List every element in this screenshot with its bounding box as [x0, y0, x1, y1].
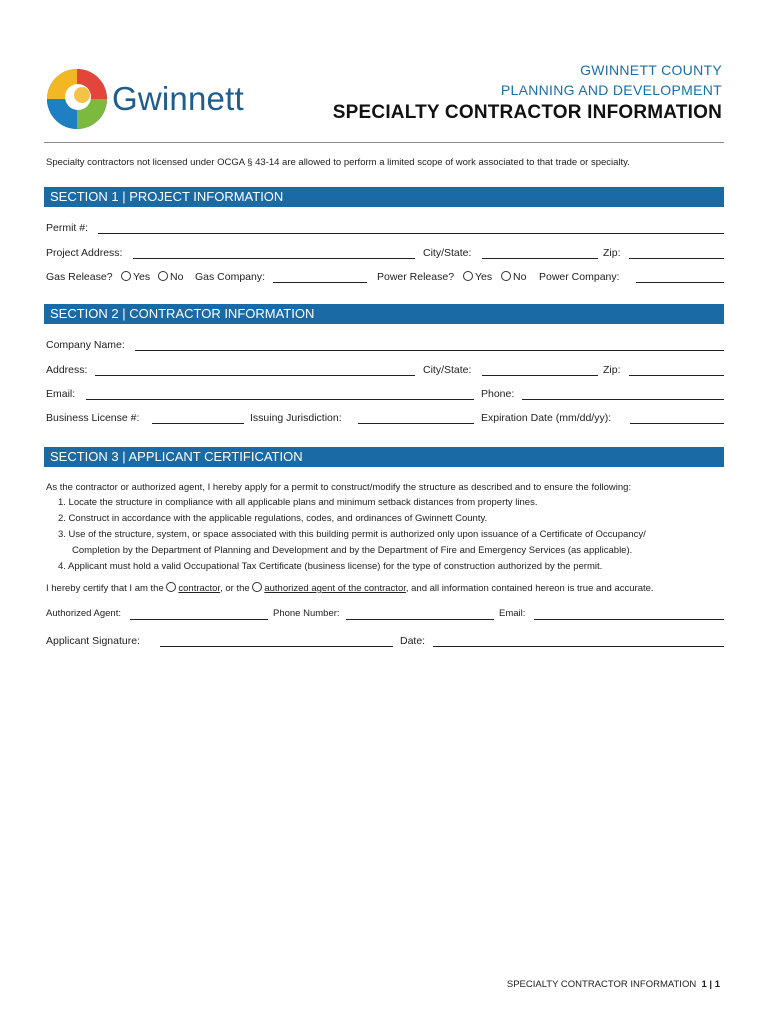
- expiration-date-field[interactable]: [630, 423, 724, 424]
- gas-release-no-option[interactable]: [158, 271, 183, 283]
- no-label: No: [170, 271, 184, 283]
- agent-email-label: Email:: [499, 608, 526, 619]
- certification-item-continuation: Completion by the Department of Planning and Development and by the Department of Fire and Emergency Services (as applicable).: [72, 545, 633, 556]
- applicant-signature-field[interactable]: [160, 646, 393, 647]
- authorized-agent-radio-icon[interactable]: [252, 582, 262, 592]
- radio-icon[interactable]: [158, 271, 168, 281]
- contractor-zip-label: Zip:: [603, 364, 621, 376]
- authorized-agent-label: Authorized Agent:: [46, 608, 121, 619]
- expiration-date-label: Expiration Date (mm/dd/yy):: [481, 412, 612, 424]
- authorized-agent-option-label[interactable]: authorized agent of the contractor: [264, 583, 406, 594]
- date-field[interactable]: [433, 646, 724, 647]
- agent-phone-label: Phone Number:: [273, 608, 340, 619]
- certify-prefix: I hereby certify that I am the: [46, 583, 164, 594]
- power-release-label: Power Release?: [377, 271, 455, 283]
- section1-header: SECTION 1 | PROJECT INFORMATION: [44, 187, 724, 207]
- certification-item: 3. Use of the structure, system, or space associated with this building permit is authorized only upon issuance of a Certificate of Occupancy/: [58, 529, 646, 540]
- section2-header: SECTION 2 | CONTRACTOR INFORMATION: [44, 304, 724, 324]
- project-city-state-field[interactable]: [482, 258, 598, 259]
- certify-suffix: , and all information contained hereon is true and accurate.: [405, 583, 654, 594]
- applicant-signature-label: Applicant Signature:: [46, 635, 140, 647]
- issuing-jurisdiction-field[interactable]: [358, 423, 474, 424]
- radio-icon[interactable]: [501, 271, 511, 281]
- logo-wordmark: Gwinnett: [112, 80, 244, 117]
- agent-phone-field[interactable]: [346, 619, 494, 620]
- project-address-field[interactable]: [133, 258, 415, 259]
- contractor-city-state-field[interactable]: [482, 375, 598, 376]
- date-label: Date:: [400, 635, 426, 647]
- contractor-address-field[interactable]: [95, 375, 415, 376]
- certification-intro: As the contractor or authorized agent, I hereby apply for a permit to construct/modify the structure as described and to ensure the following:: [46, 482, 632, 493]
- power-company-label: Power Company:: [539, 271, 620, 283]
- no-label: No: [513, 271, 527, 283]
- radio-icon[interactable]: [463, 271, 473, 281]
- authorized-agent-field[interactable]: [130, 619, 268, 620]
- permit-label: Permit #:: [46, 222, 89, 234]
- contractor-address-label: Address:: [46, 364, 88, 376]
- gwinnett-logo-icon: [46, 68, 108, 130]
- project-zip-field[interactable]: [629, 258, 724, 259]
- gas-release-label: Gas Release?: [46, 271, 113, 283]
- header-county: GWINNETT COUNTY: [580, 62, 722, 78]
- certify-statement: [46, 582, 654, 594]
- contractor-city-state-label: City/State:: [423, 364, 472, 376]
- certification-item: 1. Locate the structure in compliance with all applicable plans and minimum setback distances from property lines.: [58, 497, 538, 508]
- gas-company-label: Gas Company:: [195, 271, 266, 283]
- page-title: SPECIALTY CONTRACTOR INFORMATION: [332, 102, 722, 123]
- power-company-field[interactable]: [636, 282, 724, 283]
- agent-email-field[interactable]: [534, 619, 724, 620]
- business-license-label: Business License #:: [46, 412, 140, 424]
- company-name-field[interactable]: [135, 350, 724, 351]
- project-zip-label: Zip:: [603, 247, 621, 259]
- business-license-field[interactable]: [152, 423, 244, 424]
- gas-release-yes-option[interactable]: [121, 271, 150, 283]
- intro-text: Specialty contractors not licensed under OCGA § 43-14 are allowed to perform a limited scope of work associated to that trade or specialty.: [46, 157, 630, 168]
- power-release-no-option[interactable]: [501, 271, 526, 283]
- radio-icon[interactable]: [121, 271, 131, 281]
- page-number: 1 | 1: [701, 979, 720, 990]
- contractor-option-label[interactable]: contractor: [178, 583, 221, 594]
- header-divider: [44, 142, 724, 143]
- footer-title: SPECIALTY CONTRACTOR INFORMATION: [506, 979, 697, 990]
- project-address-label: Project Address:: [46, 247, 123, 259]
- certify-or: , or the: [220, 583, 250, 594]
- issuing-jurisdiction-label: Issuing Jurisdiction:: [250, 412, 342, 424]
- contractor-zip-field[interactable]: [629, 375, 724, 376]
- project-city-state-label: City/State:: [423, 247, 472, 259]
- page-footer: [507, 979, 720, 990]
- company-name-label: Company Name:: [46, 339, 125, 351]
- contractor-email-field[interactable]: [86, 399, 474, 400]
- contractor-email-label: Email:: [46, 388, 76, 400]
- section3-header: SECTION 3 | APPLICANT CERTIFICATION: [44, 447, 724, 467]
- header-department: PLANNING AND DEVELOPMENT: [500, 82, 722, 98]
- contractor-phone-label: Phone:: [481, 388, 515, 400]
- certification-item: 2. Construct in accordance with the applicable regulations, codes, and ordinances of Gwinnett County.: [58, 513, 488, 524]
- yes-label: Yes: [133, 271, 151, 283]
- certification-item: 4. Applicant must hold a valid Occupational Tax Certificate (business license) for the type of construction authorized by the permit.: [58, 561, 603, 572]
- yes-label: Yes: [475, 271, 493, 283]
- gas-company-field[interactable]: [273, 282, 367, 283]
- power-release-yes-option[interactable]: [463, 271, 492, 283]
- contractor-phone-field[interactable]: [522, 399, 724, 400]
- contractor-radio-icon[interactable]: [166, 582, 176, 592]
- permit-field[interactable]: [98, 233, 724, 234]
